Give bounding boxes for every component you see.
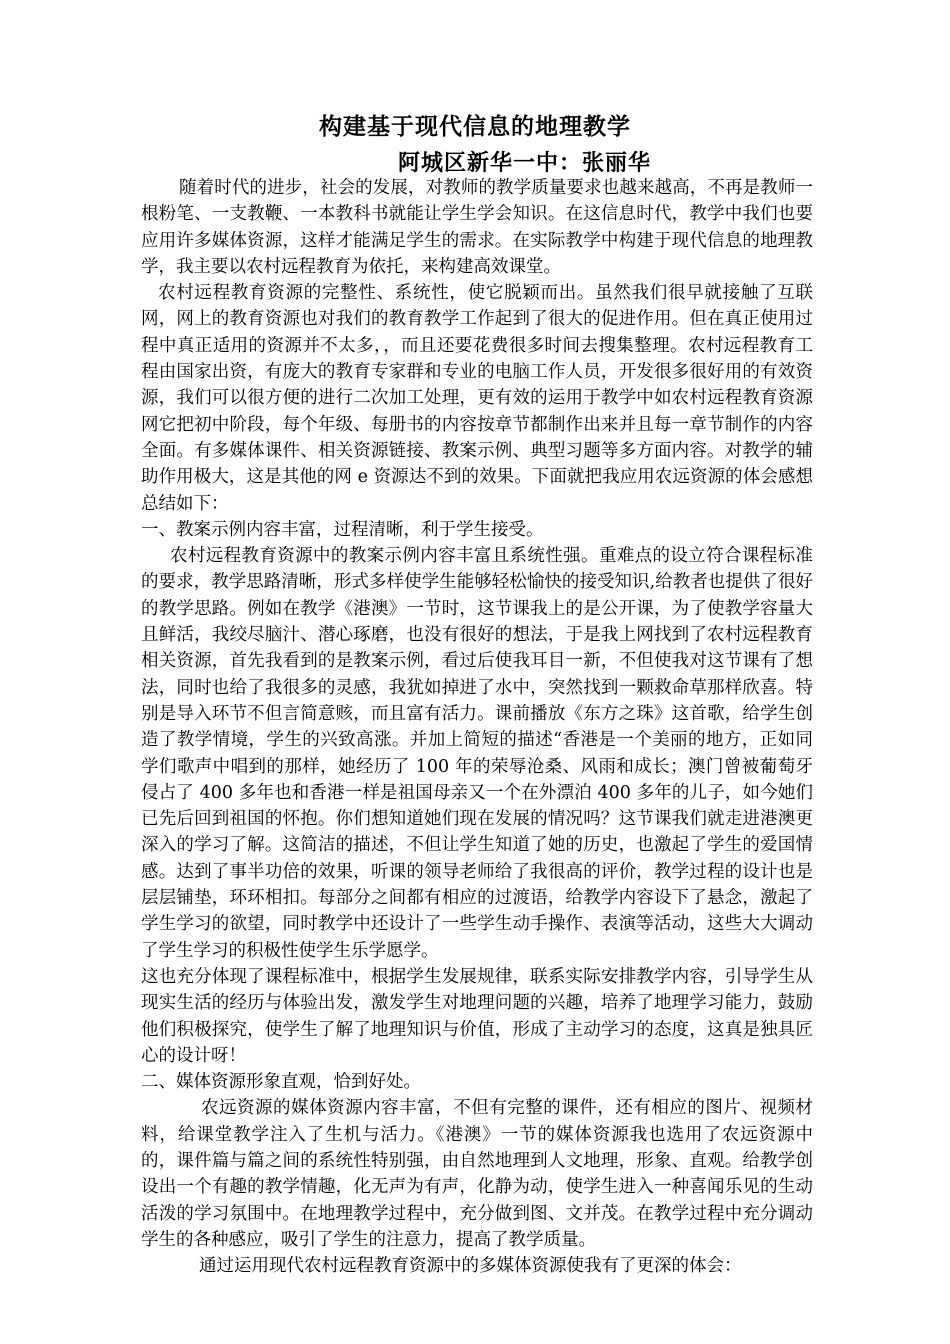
section-heading-1: 一、教案示例内容丰富，过程清晰，利于学生接受。 [141,519,544,540]
document-author: 阿城区新华一中：张丽华 [398,150,652,176]
document-body [141,175,813,1279]
paragraph-closing: 通过运用现代农村远程教育资源中的多媒体资源使我有了更深的体会： [199,1256,742,1277]
paragraph-media: 农远资源的媒体资源内容丰富，不但有完整的课件，还有相应的图片、视频材料，给课堂教学注入了生机与活力。《港澳》一节的媒体资源我也选用了农远资源中的，课件篇与篇之间的系统性特别强，由自然地理到人文地理，形象、直观。给教学创设出一个有趣的教学情趣，化无声为有声，化静为动，使学生进入一种喜闻乐见的生动活泼的学习氛围中。在地理教学过程中，充分做到图、文并茂。在教学过程中充分调动学生的各种感应，吸引了学生的注意力，提高了教学质量。 [141,1098,813,1250]
paragraph-intro: 随着时代的进步，社会的发展，对教师的教学质量要求也越来越高，不再是教师一根粉笔、一支教鞭、一本教科书就能让学生学会知识。在这信息时代，教学中我们也要应用许多媒体资源，这样才能满足学生的需求。在实际教学中构建于现代信息的地理教学，我主要以农村远程教育为依托，来构建高效课堂。 [141,178,813,277]
section-heading-2: 二、媒体资源形象直观，恰到好处。 [141,1072,421,1093]
document-title: 构建基于现代信息的地理教学 [319,113,631,140]
paragraph-lesson-plan: 农村远程教育资源中的教案示例内容丰富且系统性强。重难点的设立符合课程标准的要求，教学思路清晰，形式多样使学生能够轻松愉快的接受知识,给教者也提供了很好的教学思路。例如在教学《港澳》一节时，这节课我上的是公开课，为了使教学容量大且鲜活，我绞尽脑汁、潜心琢磨，也没有很好的想法，于是我上网找到了农村远程教育相关资源，首先我看到的是教案示例，看过后使我耳目一新，不但使我对这节课有了想法，同时也给了我很多的灵感，我犹如掉进了水中，突然找到一颗救命草那样欣喜。特别是导入环节不但言简意赅，而且富有活力。课前播放《东方之珠》这首歌，给学生创造了教学情境，学生的兴致高涨。并加上简短的描述“香港是一个美丽的地方，正如同学们歌声中唱到的那样，她经历了 100 年的荣辱沧桑、风雨和成长；澳门曾被葡萄牙侵占了 400 多年也和香港一样是祖国母亲又一个在外漂泊 400 多年的儿子，如今她们已先后回到祖国的怀抱。你们想知道她们现在发展的情况吗？这节课我们就走进港澳更深入的学习了解。这简洁的描述，不但让学生知道了她的历史，也激起了学生的爱国情感。达到了事半功倍的效果，听课的领导老师给了我很高的评价，教学过程的设计也是层层铺垫，环环相扣。每部分之间都有相应的过渡语，给教学内容设下了悬念，激起了学生学习的欲望，同时教学中还设计了一些学生动手操作、表演等活动，这些大大调动了学生学习的积极性使学生乐学愿学。 [141,546,813,961]
paragraph-resources: 农村远程教育资源的完整性、系统性，使它脱颖而出。虽然我们很早就接触了互联网，网上的教育资源也对我们的教育教学工作起到了很大的促进作用。但在真正使用过程中真正适用的资源并不太多，，而且还要花费很多时间去搜集整理。农村远程教育工程由国家出资，有庞大的教育专家群和专业的电脑工作人员，开发很多很好用的有效资源，我们可以很方便的进行二次加工处理，更有效的运用于教学中如农村远程教育资源网它把初中阶段，每个年级、每册书的内容按章节都制作出来并且每一章节制作的内容全面。有多媒体课件、相关资源链接、教案示例、典型习题等多方面内容。对教学的辅助作用极大，这是其他的网 e 资源达不到的效果。下面就把我应用农远资源的体会感想总结如下： [141,283,813,514]
paragraph-curriculum: 这也充分体现了课程标准中，根据学生发展规律，联系实际安排教学内容，引导学生从现实生活的经历与体验出发，激发学生对地理问题的兴趣，培养了地理学习能力，鼓励他们积极探究，使学生了解了地理知识与价值，形成了主动学习的态度，这真是独具匠心的设计呀！ [141,966,813,1066]
